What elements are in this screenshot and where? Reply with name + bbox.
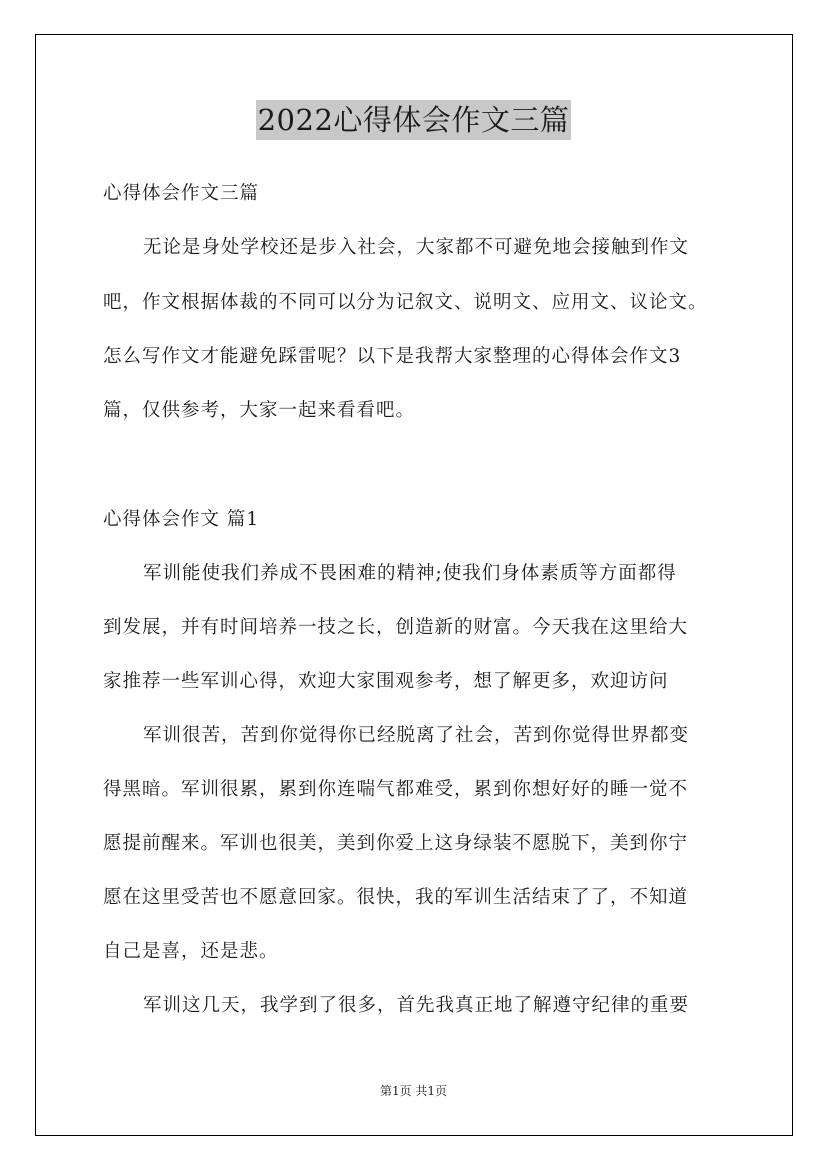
- intro-line: 篇，仅供参考，大家一起来看看吧。: [103, 400, 416, 421]
- paragraph-line: 军训这几天，我学到了很多，首先我真正地了解遵守纪律的重要: [143, 995, 690, 1016]
- subtitle: 心得体会作文三篇: [103, 183, 260, 204]
- paragraph-line: 军训很苦，苦到你觉得你已经脱离了社会，苦到你觉得世界都变: [143, 725, 690, 746]
- paragraph-line: 到发展，并有时间培养一技之长，创造新的财富。今天我在这里给大: [103, 617, 689, 638]
- intro-line: 吧，作文根据体裁的不同可以分为记叙文、说明文、应用文、议论文。: [103, 292, 708, 313]
- intro-line: 无论是身处学校还是步入社会，大家都不可避免地会接触到作文: [143, 237, 690, 258]
- title-container: [0, 100, 827, 140]
- paragraph-line: 家推荐一些军训心得，欢迎大家围观参考，想了解更多，欢迎访问: [103, 671, 669, 692]
- paragraph-line: 愿在这里受苦也不愿意回家。很快，我的军训生活结束了了，不知道: [103, 887, 689, 908]
- section-heading: 心得体会作文 篇1: [103, 509, 260, 530]
- paragraph-line: 得黑暗。军训很累，累到你连喘气都难受，累到你想好好的睡一觉不: [103, 779, 689, 800]
- paragraph-line: 愿提前醒来。军训也很美，美到你爱上这身绿装不愿脱下，美到你宁: [103, 833, 689, 854]
- paragraph-line: 军训能使我们养成不畏困难的精神;使我们身体素质等方面都得: [143, 563, 677, 584]
- paragraph-line: 自己是喜，还是悲。: [103, 941, 279, 962]
- page-footer: 第1页 共1页: [379, 1084, 448, 1098]
- document-title: 2022心得体会作文三篇: [256, 100, 572, 140]
- intro-line: 怎么写作文才能避免踩雷呢？以下是我帮大家整理的心得体会作文3: [103, 346, 682, 367]
